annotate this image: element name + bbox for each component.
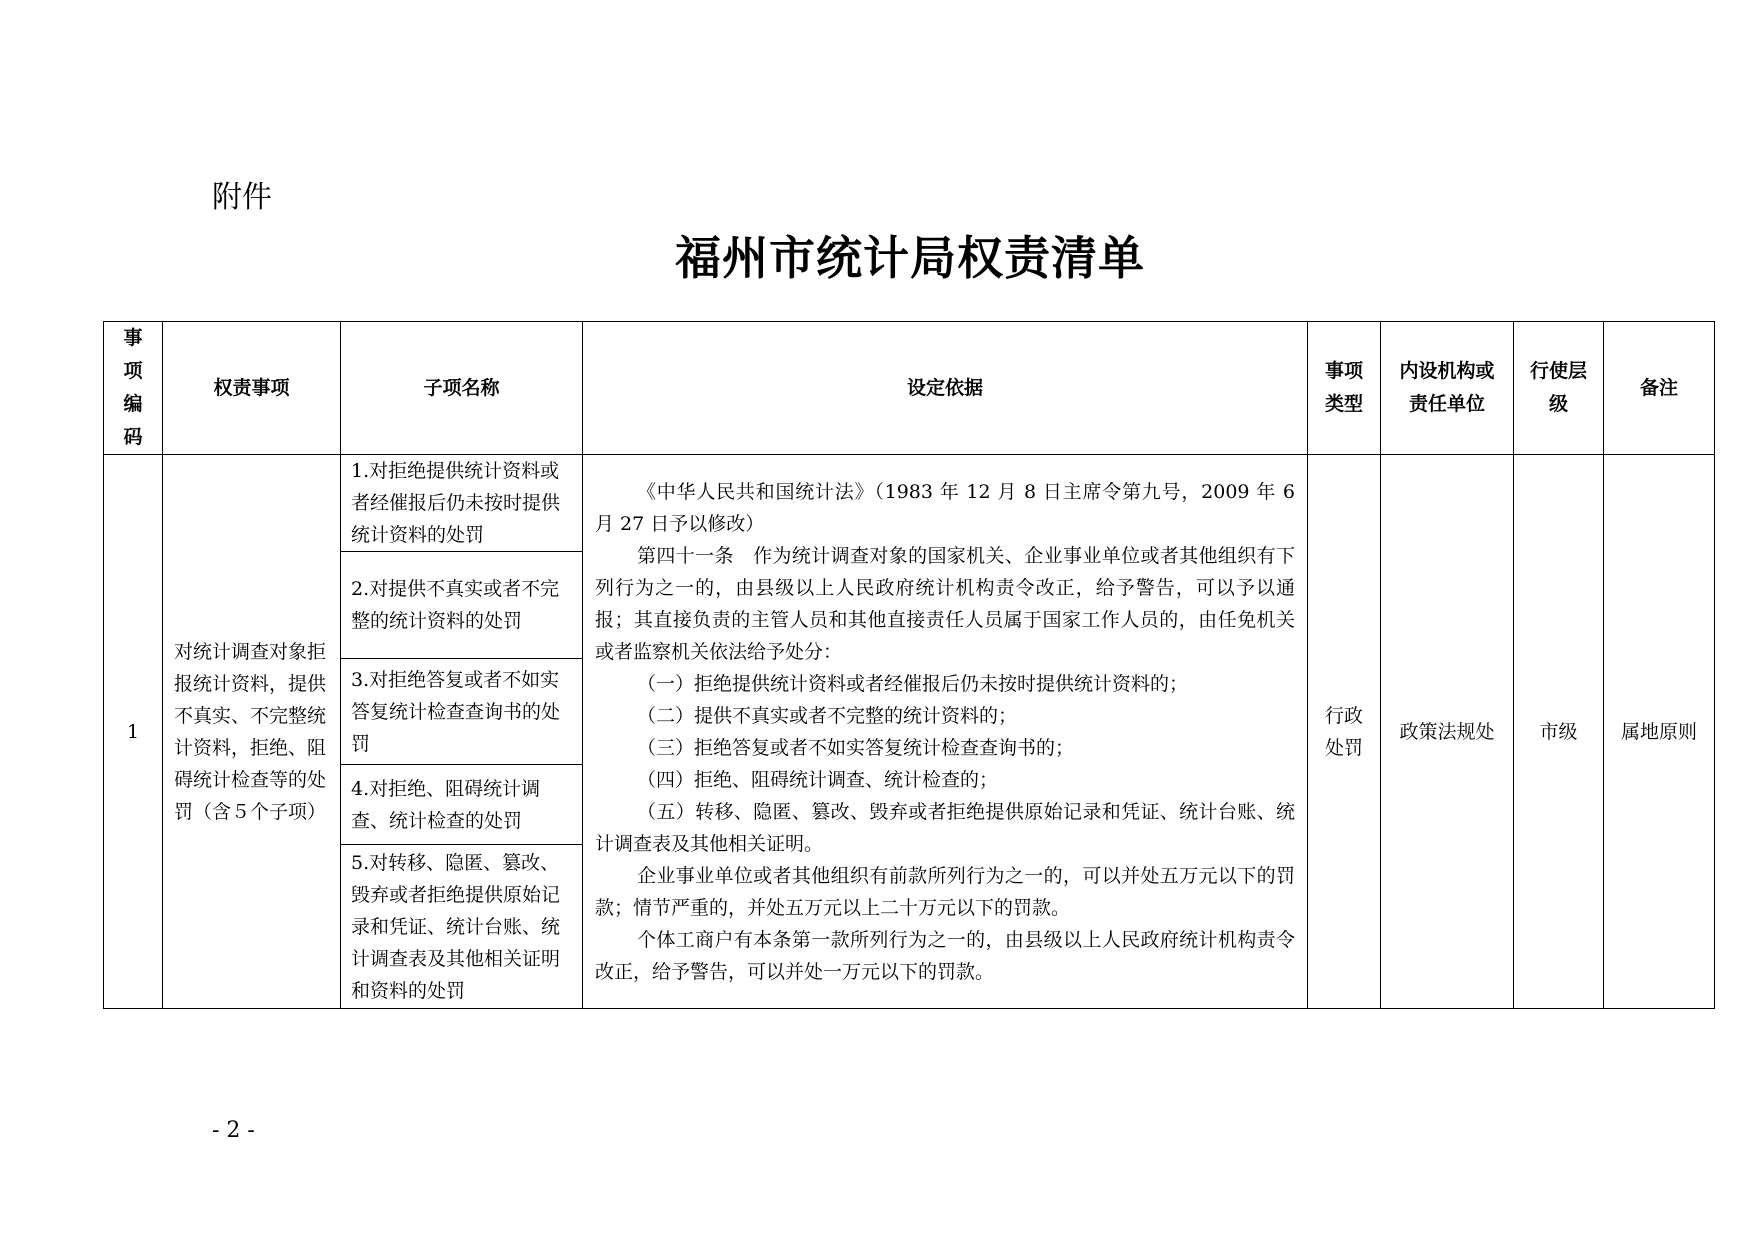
basis-paragraph: 第四十一条 作为统计调查对象的国家机关、企业事业单位或者其他组织有下列行为之一的，由县级以上人民政府统计机构责令改正，给予警告，可以予以通报；其直接负责的主管人员和其他直接责任人员属于国家工作人员的，由任免机关或者监察机关依法给予处分： bbox=[595, 544, 1295, 663]
sub-item-4: 4.对拒绝、阻碍统计调查、统计检查的处罚 bbox=[341, 765, 583, 845]
basis-paragraph: （四）拒绝、阻碍统计调查、统计检查的； bbox=[637, 768, 999, 791]
row-code: 1 bbox=[104, 455, 163, 1009]
header-item: 权责事项 bbox=[163, 322, 341, 455]
sub-item-3: 3.对拒绝答复或者不如实答复统计检查查询书的处罚 bbox=[341, 659, 583, 765]
header-code: 事项编码 bbox=[104, 322, 163, 455]
basis-paragraph: （一）拒绝提供统计资料或者经催报后仍未按时提供统计资料的； bbox=[637, 672, 1189, 695]
sub-item-1: 1.对拒绝提供统计资料或者经催报后仍未按时提供统计资料的处罚 bbox=[341, 455, 583, 552]
attachment-label: 附件 bbox=[212, 180, 272, 215]
header-remark: 备注 bbox=[1604, 322, 1715, 455]
header-type: 事项类型 bbox=[1308, 322, 1381, 455]
basis-paragraph: 个体工商户有本条第一款所列行为之一的，由县级以上人民政府统计机构责令改正，给予警告，可以并处一万元以下的罚款。 bbox=[595, 928, 1295, 983]
basis-paragraph: （五）转移、隐匿、篡改、毁弃或者拒绝提供原始记录和凭证、统计台账、统计调查表及其他相关证明。 bbox=[595, 800, 1295, 855]
table-header-row bbox=[104, 322, 1715, 455]
row-basis bbox=[583, 455, 1308, 1009]
basis-paragraph: （二）提供不真实或者不完整的统计资料的； bbox=[637, 704, 1018, 727]
page-title: 福州市统计局权责清单 bbox=[675, 231, 1145, 285]
basis-paragraph: 《中华人民共和国统计法》（1983 年 12 月 8 日主席令第九号，2009 年 6 月 27 日予以修改） bbox=[595, 480, 1295, 535]
basis-paragraph: 企业事业单位或者其他组织有前款所列行为之一的，可以并处五万元以下的罚款；情节严重的，并处五万元以上二十万元以下的罚款。 bbox=[595, 864, 1295, 919]
header-unit: 内设机构或责任单位 bbox=[1381, 322, 1514, 455]
page-number: - 2 - bbox=[212, 1118, 255, 1143]
sub-item-2: 2.对提供不真实或者不完整的统计资料的处罚 bbox=[341, 552, 583, 659]
header-level: 行使层级 bbox=[1514, 322, 1604, 455]
header-sub-name: 子项名称 bbox=[341, 322, 583, 455]
row-type: 行政处罚 bbox=[1308, 455, 1381, 1009]
row-item: 对统计调查对象拒报统计资料，提供不真实、不完整统计资料，拒绝、阻碍统计检查等的处罚（含５个子项） bbox=[163, 455, 341, 1009]
table-row bbox=[104, 455, 1715, 552]
header-basis: 设定依据 bbox=[583, 322, 1308, 455]
row-unit: 政策法规处 bbox=[1381, 455, 1514, 1009]
row-level: 市级 bbox=[1514, 455, 1604, 1009]
duty-list-table bbox=[103, 321, 1715, 1009]
row-remark: 属地原则 bbox=[1604, 455, 1715, 1009]
sub-item-5: 5.对转移、隐匿、篡改、毁弃或者拒绝提供原始记录和凭证、统计台账、统计调查表及其他相关证明和资料的处罚 bbox=[341, 845, 583, 1009]
basis-paragraph: （三）拒绝答复或者不如实答复统计检查查询书的； bbox=[637, 736, 1075, 759]
